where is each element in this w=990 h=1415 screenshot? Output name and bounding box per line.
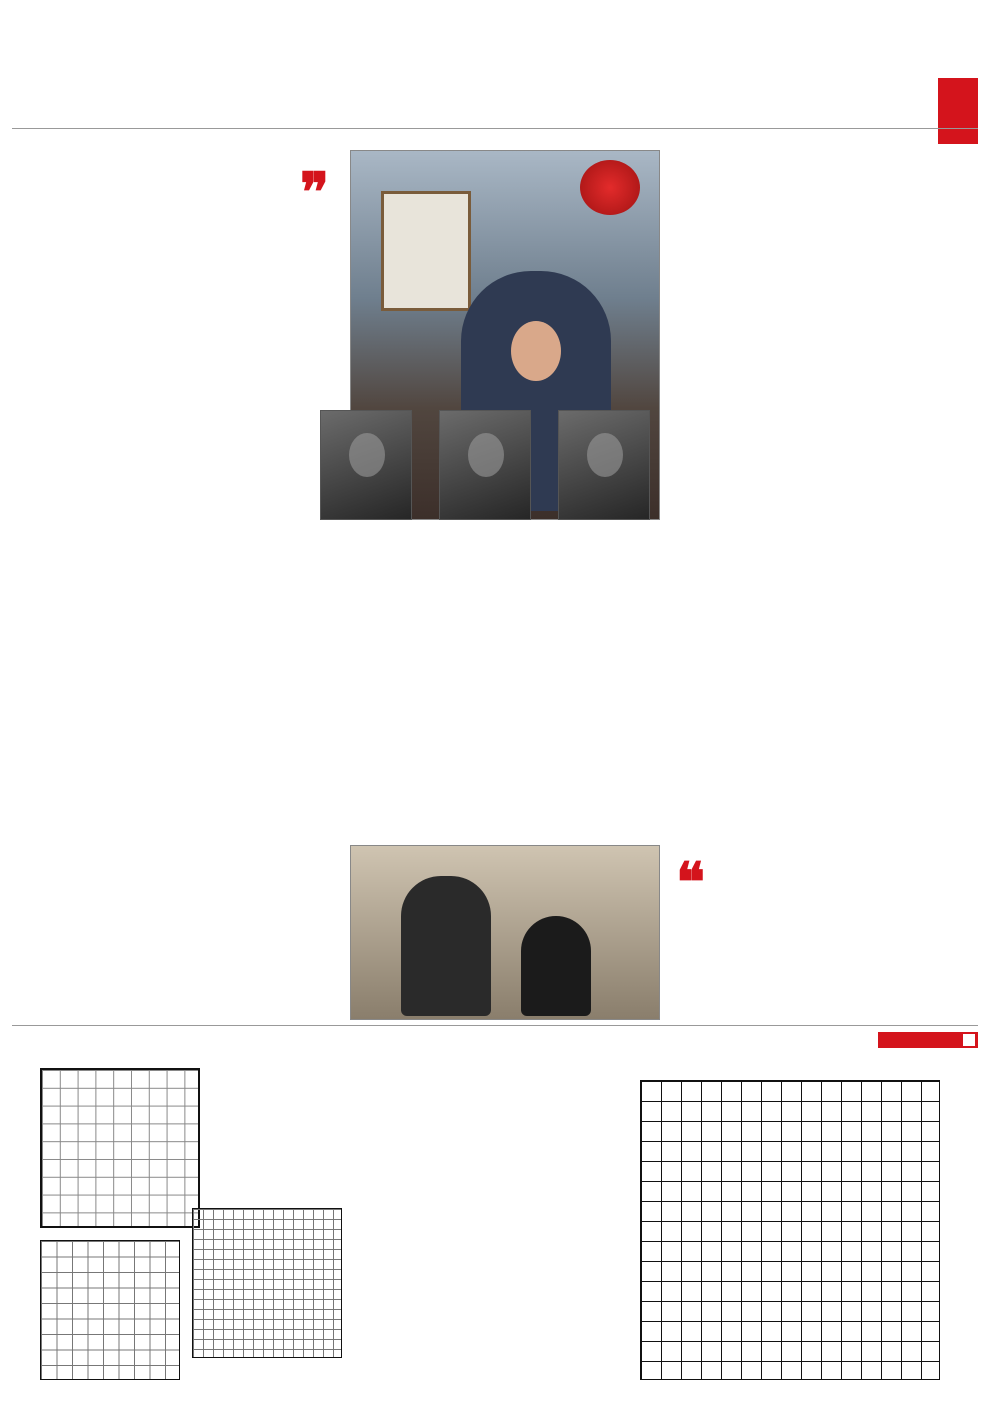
vertical-clues: [370, 1251, 630, 1381]
mother-face: [511, 321, 561, 381]
framed-portrait: [381, 191, 471, 311]
puzzle-rule: [12, 1025, 978, 1026]
mother-figure: [401, 876, 491, 1016]
red-flower-graphic: [580, 160, 640, 215]
column-4: [30, 150, 180, 1010]
puzzle-section-label: [878, 1032, 978, 1048]
portrait-photo: [558, 410, 650, 520]
quote-mark-icon: ❞: [300, 160, 330, 224]
column-1b: [500, 900, 650, 1010]
column-2: [340, 545, 490, 835]
quote-mark-icon: ❝: [675, 850, 705, 914]
masthead-rule: [12, 128, 978, 129]
horizontal-clues: [370, 1096, 630, 1228]
answer-crossword-grid: [40, 1240, 180, 1380]
martyr-portraits: [320, 410, 650, 530]
puzzle-icon: [963, 1034, 975, 1046]
sudoku-grid[interactable]: [40, 1068, 200, 1228]
crossword-grid[interactable]: [640, 1080, 940, 1380]
portrait-photo: [439, 410, 531, 520]
newspaper-logo: [938, 78, 978, 144]
section-logo: [400, 80, 530, 140]
answer-grid: [192, 1208, 342, 1358]
column-3: [190, 360, 340, 1010]
